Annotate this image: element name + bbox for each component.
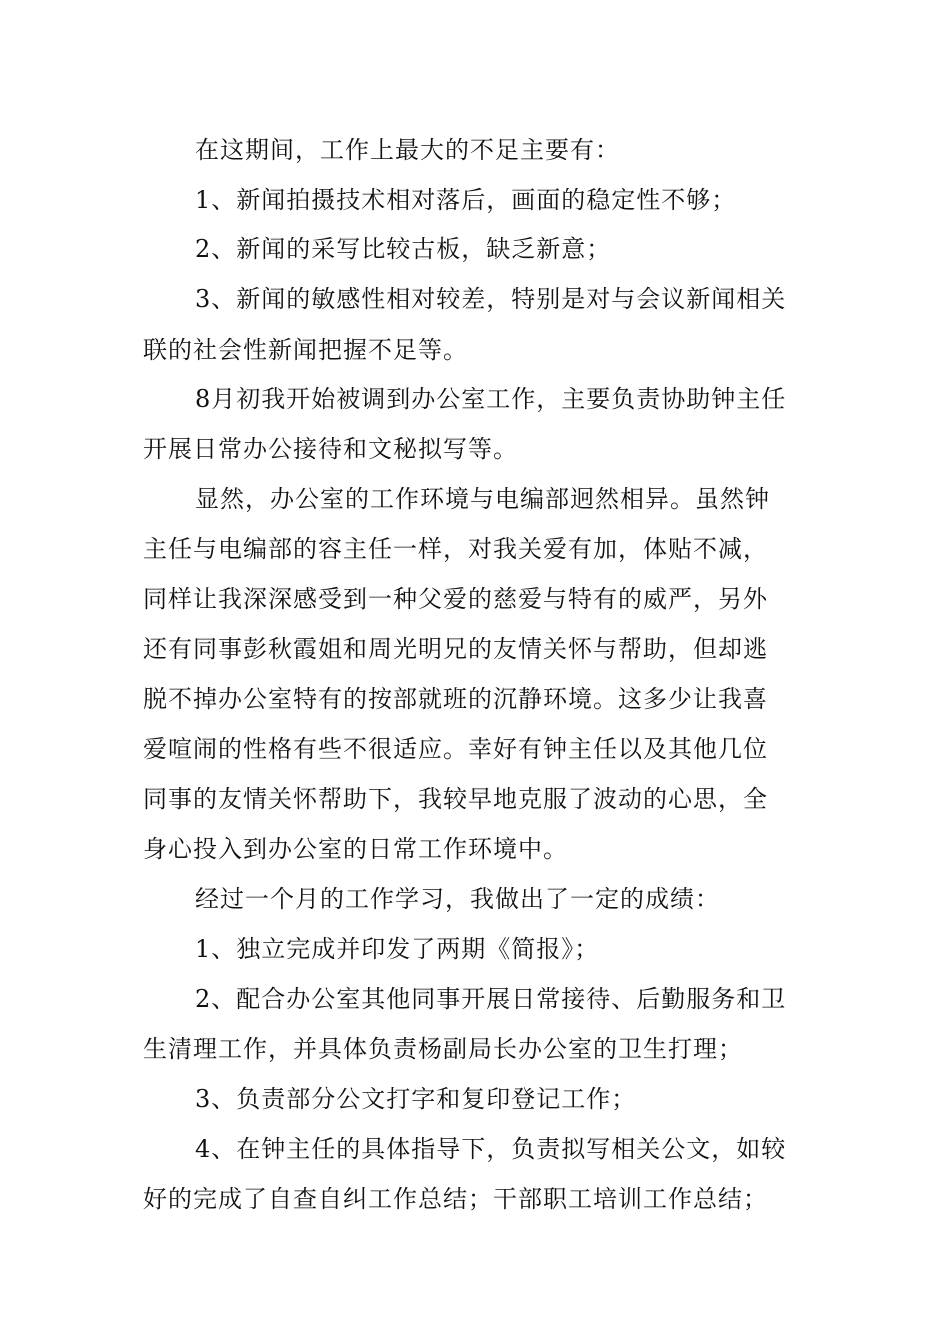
text-line: 3、负责部分公文打字和复印登记工作； [195, 1085, 637, 1113]
text-line: 开展日常办公接待和文秘拟写等。 [143, 435, 518, 463]
text-line: 主任与电编部的容主任一样，对我关爱有加，体贴不减， [143, 535, 768, 563]
text-line: 在这期间，工作上最大的不足主要有： [195, 136, 620, 164]
text-line: 生清理工作，并具体负责杨副局长办公室的卫生打理； [143, 1035, 743, 1063]
text-line: 同样让我深深感受到一种父爱的慈爱与特有的威严，另外 [143, 585, 768, 613]
text-line: 爱喧闹的性格有些不很适应。幸好有钟主任以及其他几位 [143, 735, 768, 763]
text-line: 4、在钟主任的具体指导下，负责拟写相关公文，如较 [195, 1135, 787, 1163]
text-line: 好的完成了自查自纠工作总结；干部职工培训工作总结； [143, 1185, 768, 1213]
text-line: 同事的友情关怀帮助下，我较早地克服了波动的心思，全 [143, 785, 768, 813]
text-line: 1、独立完成并印发了两期《简报》； [195, 935, 600, 963]
text-line: 脱不掉办公室特有的按部就班的沉静环境。这多少让我喜 [143, 685, 768, 713]
text-line: 联的社会性新闻把握不足等。 [143, 336, 468, 364]
text-line: 1、新闻拍摄技术相对落后，画面的稳定性不够； [195, 186, 737, 214]
text-line: 2、新闻的采写比较古板，缺乏新意； [195, 235, 612, 263]
text-line: 8月初我开始被调到办公室工作，主要负责协助钟主任 [195, 385, 787, 413]
text-line: 显然，办公室的工作环境与电编部迥然相异。虽然钟 [195, 485, 770, 513]
text-line: 经过一个月的工作学习，我做出了一定的成绩： [195, 885, 720, 913]
text-line: 3、新闻的敏感性相对较差，特别是对与会议新闻相关 [195, 285, 787, 313]
text-line: 身心投入到办公室的日常工作环境中。 [143, 835, 568, 863]
text-line: 还有同事彭秋霞姐和周光明兄的友情关怀与帮助，但却逃 [143, 635, 768, 663]
text-line: 2、配合办公室其他同事开展日常接待、后勤服务和卫 [195, 985, 787, 1013]
